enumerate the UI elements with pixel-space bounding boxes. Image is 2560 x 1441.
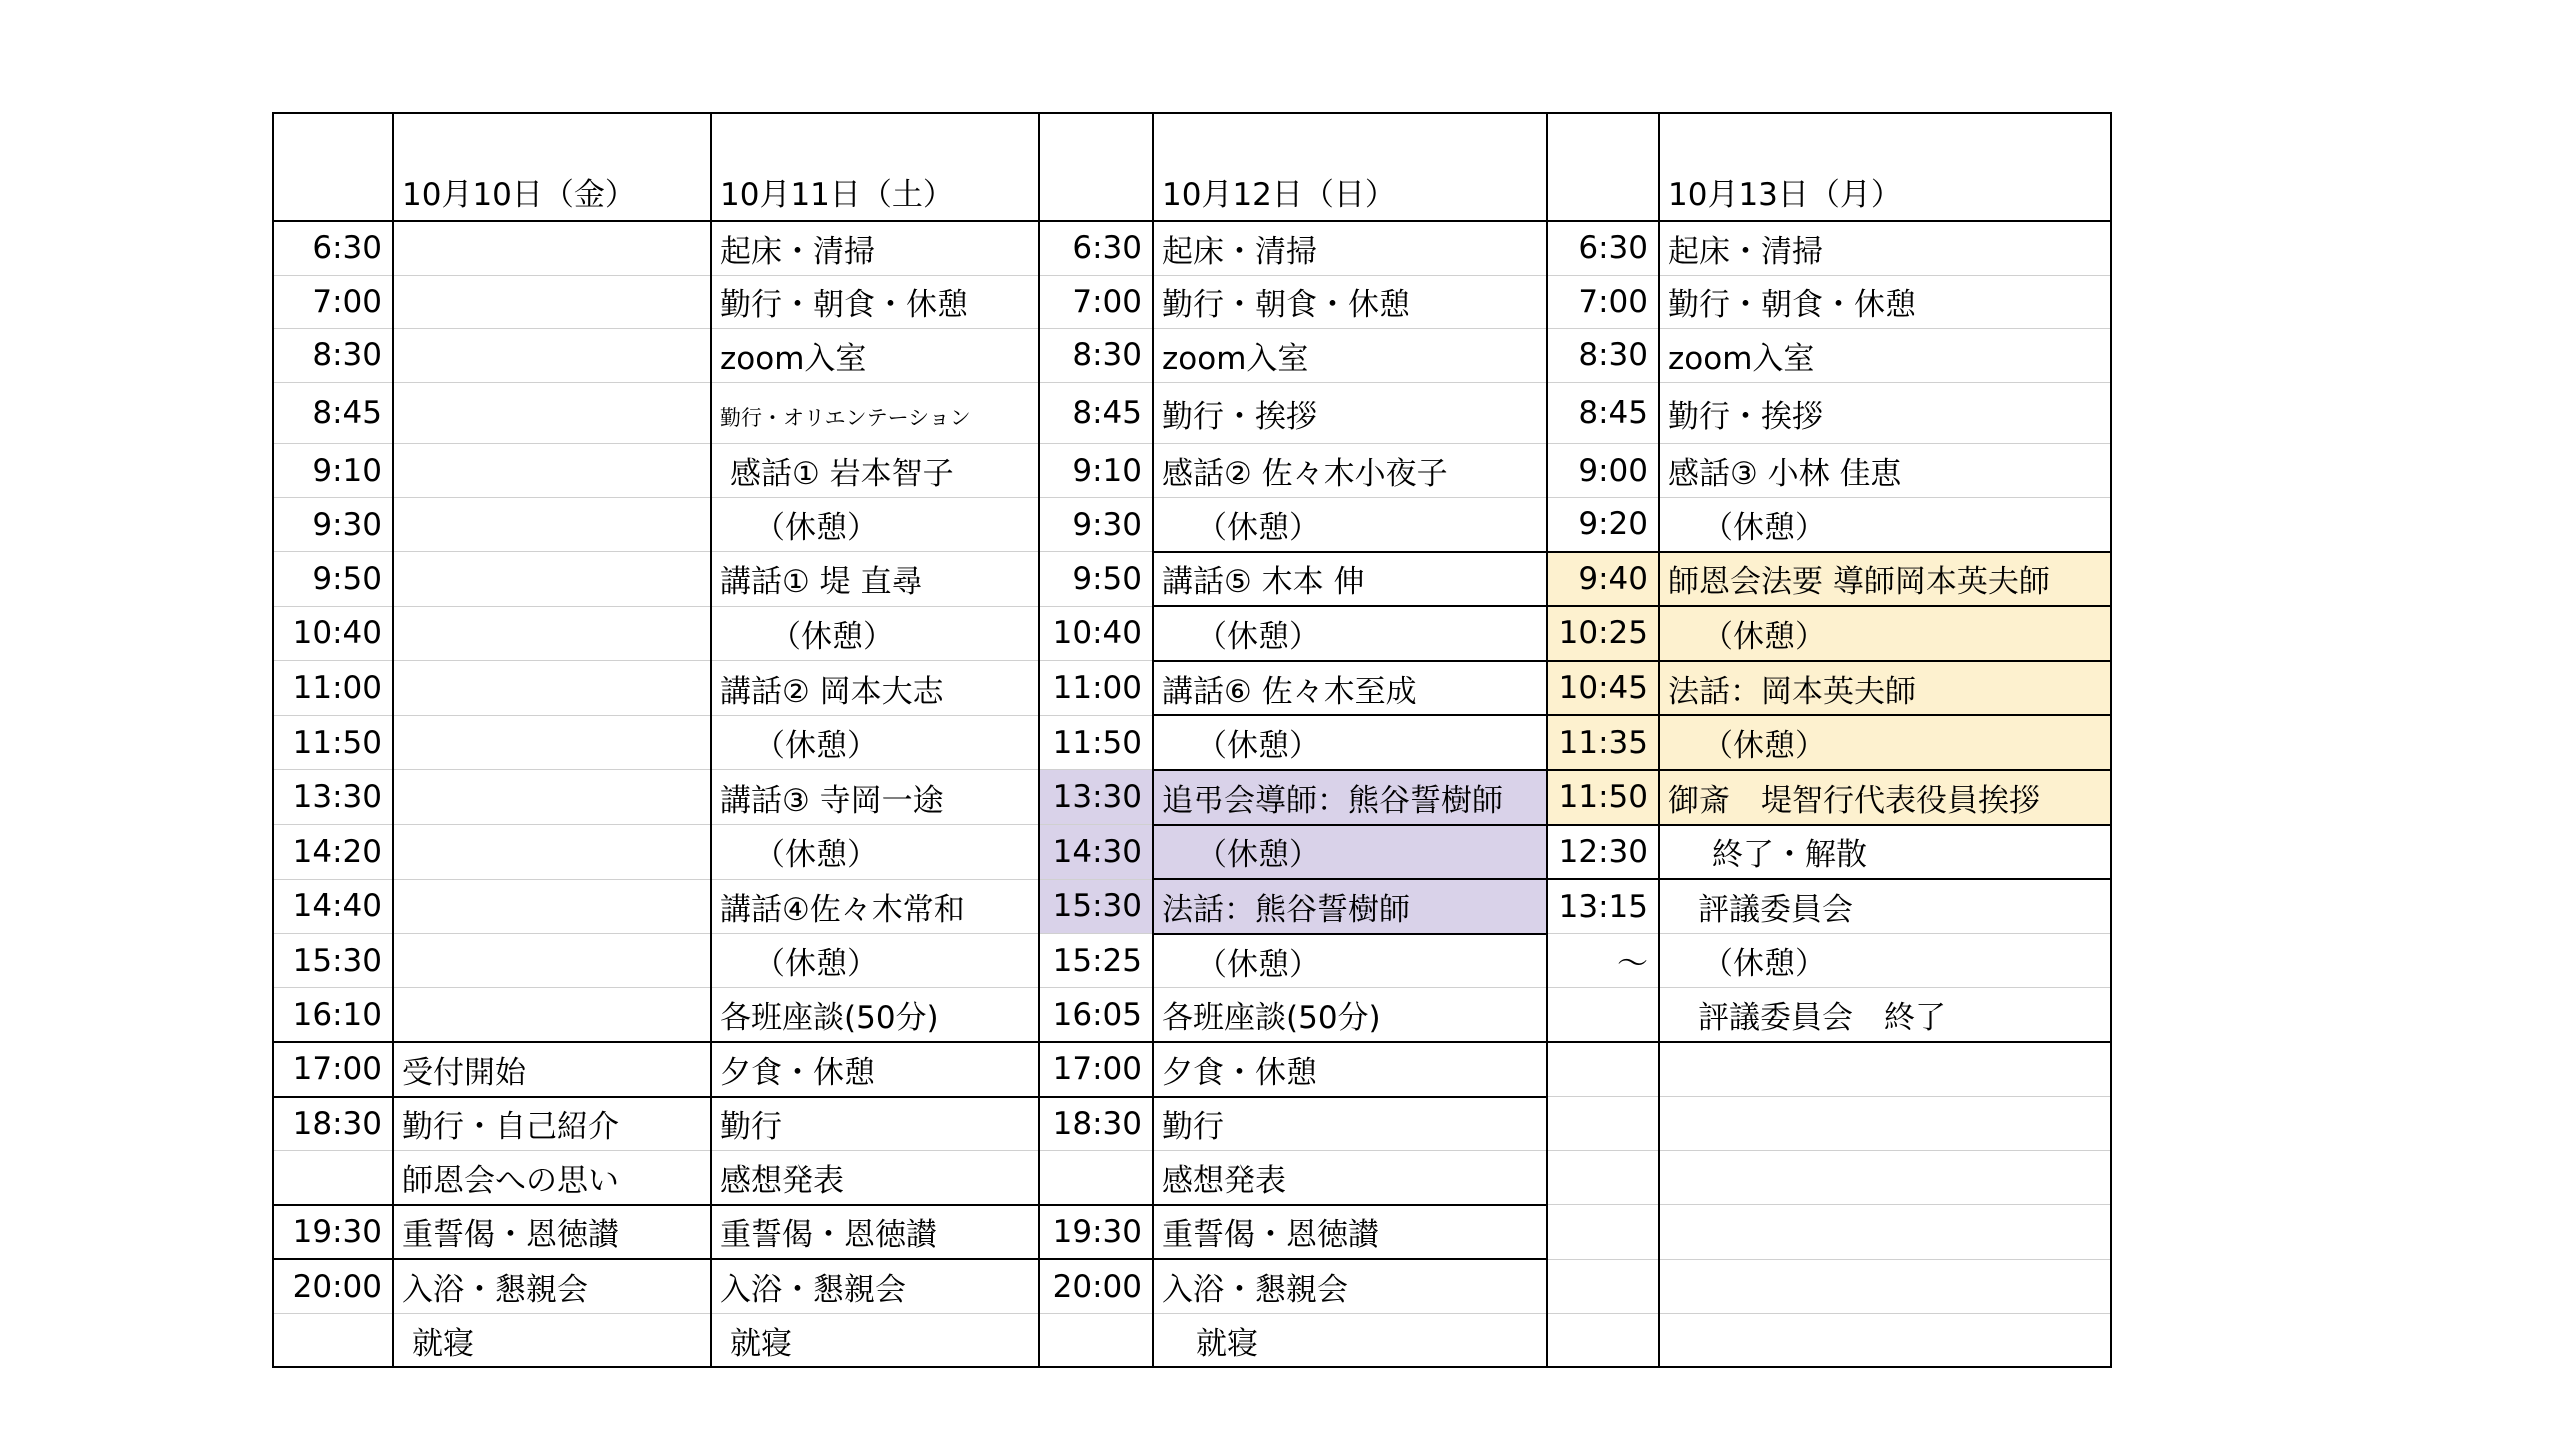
activity-cell: 法話：岡本英夫師 xyxy=(1659,661,2111,716)
activity-cell: 評議委員会 xyxy=(1659,879,2111,934)
time-cell: 17:00 xyxy=(273,1042,393,1097)
activity-cell: （休憩） xyxy=(1153,715,1547,770)
activity-cell: （休憩） xyxy=(1153,497,1547,551)
schedule-row xyxy=(273,879,2111,934)
activity-cell: 重誓偈・恩徳讃 xyxy=(711,1205,1039,1260)
activity-cell: （休憩） xyxy=(711,497,1039,551)
time-cell: 13:15 xyxy=(1547,879,1659,934)
schedule-row xyxy=(273,1151,2111,1205)
activity-cell: （休憩） xyxy=(1659,606,2111,661)
activity-cell xyxy=(1659,1205,2111,1260)
schedule-row xyxy=(273,606,2111,661)
time-cell: 8:30 xyxy=(1547,329,1659,383)
schedule-row xyxy=(273,552,2111,607)
header-time-cell-1 xyxy=(273,113,393,221)
activity-cell: 法話：熊谷誓樹師 xyxy=(1153,879,1547,934)
activity-cell: （休憩） xyxy=(711,715,1039,770)
activity-cell xyxy=(393,329,711,383)
schedule-row xyxy=(273,1097,2111,1151)
activity-cell: 勤行・オリエンテーション xyxy=(711,382,1039,444)
time-cell: 11:50 xyxy=(1547,770,1659,825)
time-cell xyxy=(1547,1313,1659,1367)
activity-cell: 感話① 岩本智子 xyxy=(711,444,1039,498)
activity-cell: 追弔会導師：熊谷誓樹師 xyxy=(1153,770,1547,825)
header-day-3: 10月12日（日） xyxy=(1153,113,1547,221)
activity-cell xyxy=(393,661,711,716)
time-cell: 8:30 xyxy=(1039,329,1153,383)
activity-cell: zoom入室 xyxy=(711,329,1039,383)
time-cell xyxy=(1039,1151,1153,1205)
header-day-4: 10月13日（月） xyxy=(1659,113,2111,221)
schedule-row xyxy=(273,1042,2111,1097)
activity-cell xyxy=(393,934,711,988)
activity-cell: 勤行・自己紹介 xyxy=(393,1097,711,1151)
time-cell: 10:45 xyxy=(1547,661,1659,716)
activity-cell: （休憩） xyxy=(1153,606,1547,661)
time-cell: 9:20 xyxy=(1547,497,1659,551)
activity-cell xyxy=(393,497,711,551)
activity-cell: （休憩） xyxy=(711,606,1039,661)
time-cell: 11:50 xyxy=(273,715,393,770)
activity-cell: 勤行・朝食・休憩 xyxy=(711,275,1039,329)
time-cell xyxy=(1547,1151,1659,1205)
activity-cell: 講話② 岡本大志 xyxy=(711,661,1039,716)
time-cell: 13:30 xyxy=(273,770,393,825)
time-cell xyxy=(1547,988,1659,1042)
activity-cell: 夕食・休憩 xyxy=(1153,1042,1547,1097)
time-cell xyxy=(273,1313,393,1367)
time-cell: 7:00 xyxy=(1039,275,1153,329)
schedule-row xyxy=(273,1259,2111,1313)
activity-cell: （休憩） xyxy=(1659,715,2111,770)
time-cell: 9:10 xyxy=(1039,444,1153,498)
activity-cell xyxy=(1659,1097,2111,1151)
time-cell: 16:10 xyxy=(273,988,393,1042)
activity-cell: 感話② 佐々木小夜子 xyxy=(1153,444,1547,498)
schedule-row xyxy=(273,497,2111,551)
time-cell: 8:45 xyxy=(1039,382,1153,444)
activity-cell: （休憩） xyxy=(1153,825,1547,880)
activity-cell: 感話③ 小林 佳恵 xyxy=(1659,444,2111,498)
header-day-2: 10月11日（土） xyxy=(711,113,1039,221)
time-cell: 7:00 xyxy=(273,275,393,329)
time-cell: 11:00 xyxy=(273,661,393,716)
activity-cell: 勤行・朝食・休憩 xyxy=(1153,275,1547,329)
time-cell: 14:40 xyxy=(273,879,393,934)
activity-cell xyxy=(393,770,711,825)
time-cell: 8:45 xyxy=(273,382,393,444)
schedule-row xyxy=(273,275,2111,329)
schedule-row xyxy=(273,444,2111,498)
activity-cell: 起床・清掃 xyxy=(1659,221,2111,275)
activity-cell: 師恩会法要 導師岡本英夫師 xyxy=(1659,552,2111,607)
activity-cell: （休憩） xyxy=(1153,934,1547,988)
time-cell xyxy=(1547,1259,1659,1313)
activity-cell: 入浴・懇親会 xyxy=(1153,1259,1547,1313)
time-cell: 8:30 xyxy=(273,329,393,383)
activity-cell: 御斎 堤智行代表役員挨拶 xyxy=(1659,770,2111,825)
activity-cell: 受付開始 xyxy=(393,1042,711,1097)
time-cell xyxy=(273,1151,393,1205)
time-cell: 14:30 xyxy=(1039,825,1153,880)
activity-cell: 勤行・挨拶 xyxy=(1153,382,1547,444)
time-cell: 14:20 xyxy=(273,825,393,880)
schedule-table-wrapper xyxy=(272,112,2112,1368)
activity-cell: 講話⑥ 佐々木至成 xyxy=(1153,661,1547,716)
activity-cell: 夕食・休憩 xyxy=(711,1042,1039,1097)
activity-cell xyxy=(393,275,711,329)
time-cell: 19:30 xyxy=(1039,1205,1153,1260)
time-cell: 6:30 xyxy=(273,221,393,275)
header-row xyxy=(273,113,2111,221)
time-cell: 12:30 xyxy=(1547,825,1659,880)
schedule-row xyxy=(273,825,2111,880)
time-cell: 15:30 xyxy=(273,934,393,988)
activity-cell: 起床・清掃 xyxy=(1153,221,1547,275)
activity-cell: 講話④佐々木常和 xyxy=(711,879,1039,934)
activity-cell: 各班座談(50分) xyxy=(1153,988,1547,1042)
time-cell: 9:30 xyxy=(273,497,393,551)
activity-cell: 評議委員会 終了 xyxy=(1659,988,2111,1042)
schedule-row xyxy=(273,661,2111,716)
time-cell: 18:30 xyxy=(273,1097,393,1151)
activity-cell: （休憩） xyxy=(711,934,1039,988)
time-cell: 16:05 xyxy=(1039,988,1153,1042)
activity-cell xyxy=(393,715,711,770)
activity-cell xyxy=(393,221,711,275)
time-cell: 15:30 xyxy=(1039,879,1153,934)
time-cell: 9:10 xyxy=(273,444,393,498)
time-cell: 10:25 xyxy=(1547,606,1659,661)
schedule-row xyxy=(273,329,2111,383)
activity-cell: 勤行 xyxy=(711,1097,1039,1151)
activity-cell: 入浴・懇親会 xyxy=(393,1259,711,1313)
time-cell: 8:45 xyxy=(1547,382,1659,444)
schedule-body xyxy=(273,113,2111,1367)
activity-cell: 就寝 xyxy=(393,1313,711,1367)
time-cell xyxy=(1039,1313,1153,1367)
schedule-row xyxy=(273,770,2111,825)
activity-cell xyxy=(393,444,711,498)
time-cell: 20:00 xyxy=(273,1259,393,1313)
activity-cell: zoom入室 xyxy=(1153,329,1547,383)
activity-cell: zoom入室 xyxy=(1659,329,2111,383)
activity-cell: 重誓偈・恩徳讃 xyxy=(393,1205,711,1260)
time-cell: 9:40 xyxy=(1547,552,1659,607)
activity-cell xyxy=(393,988,711,1042)
activity-cell: 感想発表 xyxy=(1153,1151,1547,1205)
time-cell xyxy=(1547,1097,1659,1151)
header-time-cell-3 xyxy=(1039,113,1153,221)
schedule-table xyxy=(272,112,2112,1368)
activity-cell: 各班座談(50分) xyxy=(711,988,1039,1042)
activity-cell: 勤行・挨拶 xyxy=(1659,382,2111,444)
activity-cell xyxy=(1659,1259,2111,1313)
activity-cell xyxy=(1659,1151,2111,1205)
time-cell: 11:50 xyxy=(1039,715,1153,770)
time-cell: 9:30 xyxy=(1039,497,1153,551)
schedule-row xyxy=(273,221,2111,275)
activity-cell: （休憩） xyxy=(1659,934,2111,988)
activity-cell: 感想発表 xyxy=(711,1151,1039,1205)
schedule-row xyxy=(273,988,2111,1042)
activity-cell xyxy=(393,879,711,934)
time-cell: 11:35 xyxy=(1547,715,1659,770)
header-time-cell-4 xyxy=(1547,113,1659,221)
activity-cell xyxy=(393,382,711,444)
time-cell: 13:30 xyxy=(1039,770,1153,825)
time-cell: ～ xyxy=(1547,934,1659,988)
activity-cell xyxy=(393,552,711,607)
activity-cell: 重誓偈・恩徳讃 xyxy=(1153,1205,1547,1260)
activity-cell: 講話① 堤 直尋 xyxy=(711,552,1039,607)
activity-cell: 起床・清掃 xyxy=(711,221,1039,275)
time-cell xyxy=(1547,1042,1659,1097)
time-cell: 9:50 xyxy=(273,552,393,607)
time-cell xyxy=(1547,1205,1659,1260)
activity-cell xyxy=(393,606,711,661)
time-cell: 15:25 xyxy=(1039,934,1153,988)
schedule-row xyxy=(273,715,2111,770)
header-day-1: 10月10日（金） xyxy=(393,113,711,221)
activity-cell: 入浴・懇親会 xyxy=(711,1259,1039,1313)
activity-cell xyxy=(1659,1313,2111,1367)
schedule-row xyxy=(273,382,2111,444)
time-cell: 6:30 xyxy=(1039,221,1153,275)
time-cell: 9:50 xyxy=(1039,552,1153,607)
schedule-row xyxy=(273,1313,2111,1367)
time-cell: 20:00 xyxy=(1039,1259,1153,1313)
time-cell: 10:40 xyxy=(273,606,393,661)
activity-cell: 勤行 xyxy=(1153,1097,1547,1151)
activity-cell xyxy=(1659,1042,2111,1097)
activity-cell: 師恩会への思い xyxy=(393,1151,711,1205)
activity-cell: （休憩） xyxy=(711,825,1039,880)
activity-cell: 終了・解散 xyxy=(1659,825,2111,880)
activity-cell: 就寝 xyxy=(711,1313,1039,1367)
activity-cell: 講話⑤ 木本 伸 xyxy=(1153,552,1547,607)
time-cell: 11:00 xyxy=(1039,661,1153,716)
time-cell: 17:00 xyxy=(1039,1042,1153,1097)
time-cell: 10:40 xyxy=(1039,606,1153,661)
schedule-row xyxy=(273,1205,2111,1260)
schedule-row xyxy=(273,934,2111,988)
time-cell: 9:00 xyxy=(1547,444,1659,498)
time-cell: 7:00 xyxy=(1547,275,1659,329)
time-cell: 6:30 xyxy=(1547,221,1659,275)
activity-cell: （休憩） xyxy=(1659,497,2111,551)
activity-cell: 就寝 xyxy=(1153,1313,1547,1367)
activity-cell: 勤行・朝食・休憩 xyxy=(1659,275,2111,329)
time-cell: 19:30 xyxy=(273,1205,393,1260)
activity-cell xyxy=(393,825,711,880)
time-cell: 18:30 xyxy=(1039,1097,1153,1151)
activity-cell: 講話③ 寺岡一途 xyxy=(711,770,1039,825)
